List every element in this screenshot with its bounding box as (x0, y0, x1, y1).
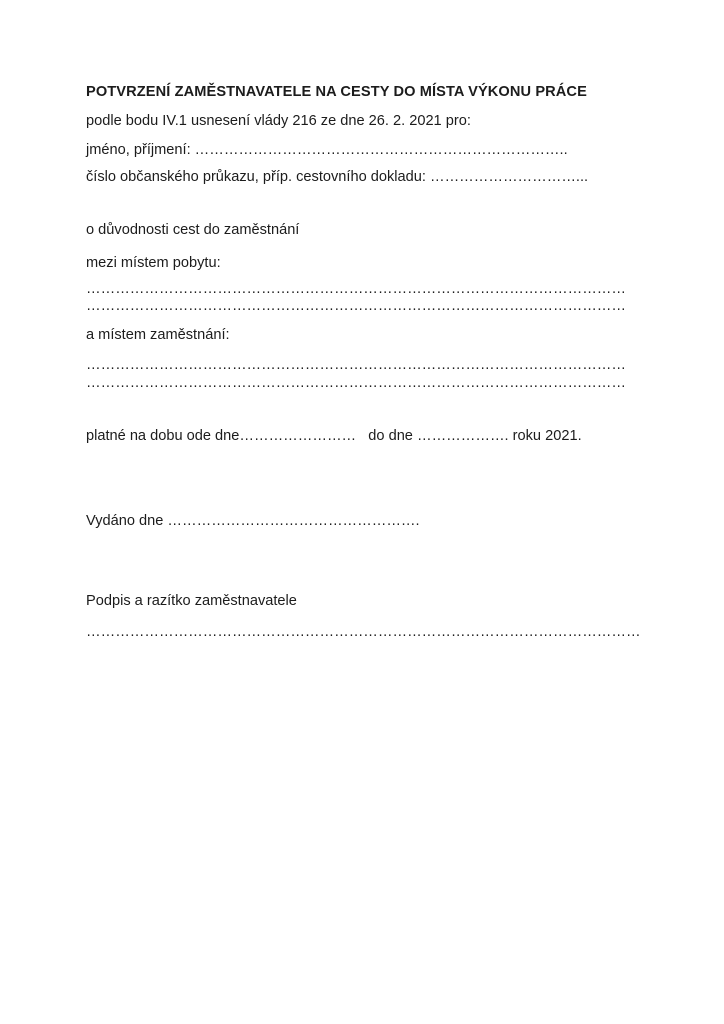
place-of-work-fill-line-2: ………………………………………………………………………………………………… (86, 375, 626, 391)
signature-fill-line: …………………………………………………………………………………………………… (86, 624, 641, 640)
intro-line: podle bodu IV.1 usnesení vlády 216 ze dne 26. 2. 2021 pro: (86, 113, 471, 129)
signature-label: Podpis a razítko zaměstnavatele (86, 593, 297, 609)
place-of-work-label: a místem zaměstnání: (86, 327, 230, 343)
document-title: POTVRZENÍ ZAMĚSTNAVATELE NA CESTY DO MÍSTA VÝKONU PRÁCE (86, 84, 587, 100)
issue-date-line: Vydáno dne ……………………………………………. (86, 513, 420, 529)
place-of-work-fill-line-1: ………………………………………………………………………………………………… (86, 357, 626, 373)
name-field-line: jméno, příjmení: ………………………………………………………………….. (86, 142, 568, 158)
validity-period-line: platné na dobu ode dne…………………… do dne ………………. roku 2021. (86, 428, 582, 444)
place-of-stay-label: mezi místem pobytu: (86, 255, 221, 271)
place-of-stay-fill-line-2: ………………………………………………………………………………………………… (86, 298, 626, 314)
place-of-stay-fill-line-1: ………………………………………………………………………………………………… (86, 281, 626, 297)
id-document-field-line: číslo občanského průkazu, příp. cestovního dokladu: …………………………... (86, 169, 589, 185)
purpose-line: o důvodnosti cest do zaměstnání (86, 222, 300, 238)
